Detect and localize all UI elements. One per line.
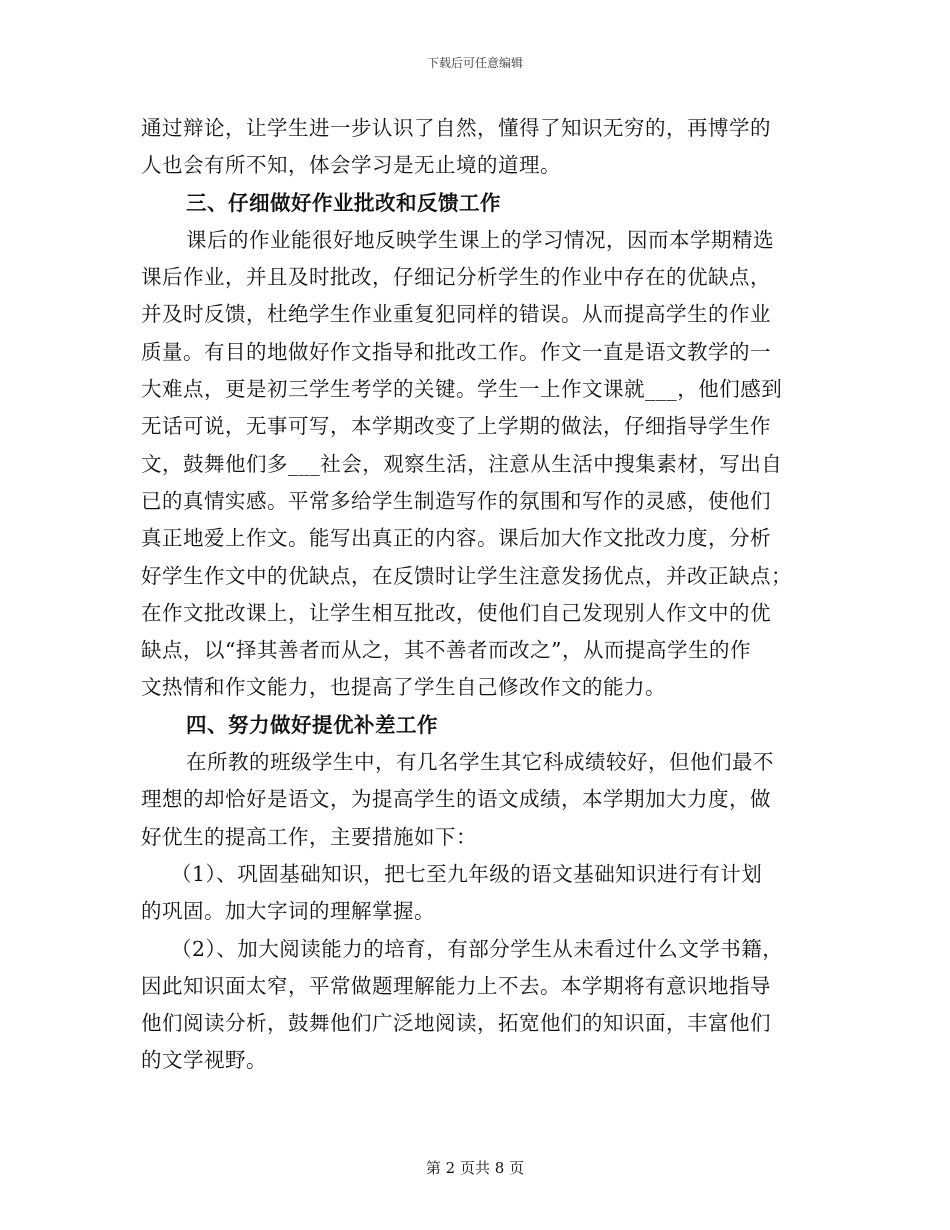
paragraph-first-line: 课后的作业能很好地反映学生课上的学习情况，因而本学期精选 <box>186 227 774 252</box>
text-line: 的文学视野。 <box>141 1048 267 1073</box>
page-header: 下载后可任意编辑 <box>426 56 523 70</box>
text-line: 人也会有所不知，体会学习是无止境的道理。 <box>141 153 561 178</box>
text-line: 并及时反馈，杜绝学生作业重复犯同样的错误。从而提高学生的作业 <box>141 302 771 327</box>
text-line: 文热情和作文能力，也提高了学生自己修改作文的能力。 <box>141 675 666 700</box>
text-line: 已的真情实感。平常多给学生制造写作的氛围和写作的灵感，使他们 <box>141 488 771 513</box>
text-line: 无话可说，无事可写，本学期改变了上学期的做法，仔细指导学生作 <box>141 414 771 439</box>
text-line: 缺点，以“择其善者而从之，其不善者而改之”，从而提高学生的作 <box>141 638 751 663</box>
text-line: 因此知识面太窄，平常做题理解能力上不去。本学期将有意识地指导 <box>141 973 771 998</box>
text-line: 理想的却恰好是语文，为提高学生的语文成绩，本学期加大力度，做 <box>141 787 771 812</box>
section-heading: 四、努力做好提优补差工作 <box>186 712 438 737</box>
text-line: 的巩固。加大字词的理解掌握。 <box>141 899 435 924</box>
text-line: 他们阅读分析，鼓舞他们广泛地阅读，拓宽他们的知识面，丰富他们 <box>141 1011 771 1036</box>
text-line: 大难点，更是初三学生考学的关键。学生一上作文课就___，他们感到 <box>141 377 783 402</box>
paragraph-first-line: 在所教的班级学生中，有几名学生其它科成绩较好，但他们最不 <box>186 750 774 775</box>
text-line: 真正地爱上作文。能写出真正的内容。课后加大作文批改力度，分析 <box>141 526 771 551</box>
text-line: 文，鼓舞他们多___社会，观察生活，注意从生活中搜集素材，写出自 <box>141 451 783 476</box>
page-footer: 第 2 页共 8 页 <box>425 1159 525 1177</box>
text-line: 在作文批改课上，让学生相互批改，使他们自己发现别人作文中的优 <box>141 600 771 625</box>
section-heading: 三、仔细做好作业批改和反馈工作 <box>186 190 501 215</box>
text-line: 通过辩论，让学生进一步认识了自然，懂得了知识无穷的，再博学的 <box>141 116 771 140</box>
list-item-line: （1）、巩固基础知识，把七至九年级的语文基础知识进行有计划 <box>171 861 763 886</box>
text-line: 好学生作文中的优缺点，在反馈时让学生注意发扬优点，并改正缺点； <box>141 563 792 588</box>
document-body <box>141 110 821 1080</box>
text-line: 好优生的提高工作，主要措施如下： <box>141 824 477 849</box>
list-item-line: （2）、加大阅读能力的培育，有部分学生从未看过什么文学书籍， <box>171 936 784 961</box>
text-line: 质量。有目的地做好作文指导和批改工作。作文一直是语文教学的一 <box>141 339 771 364</box>
text-line: 课后作业，并且及时批改，仔细记分析学生的作业中存在的优缺点， <box>141 265 771 290</box>
